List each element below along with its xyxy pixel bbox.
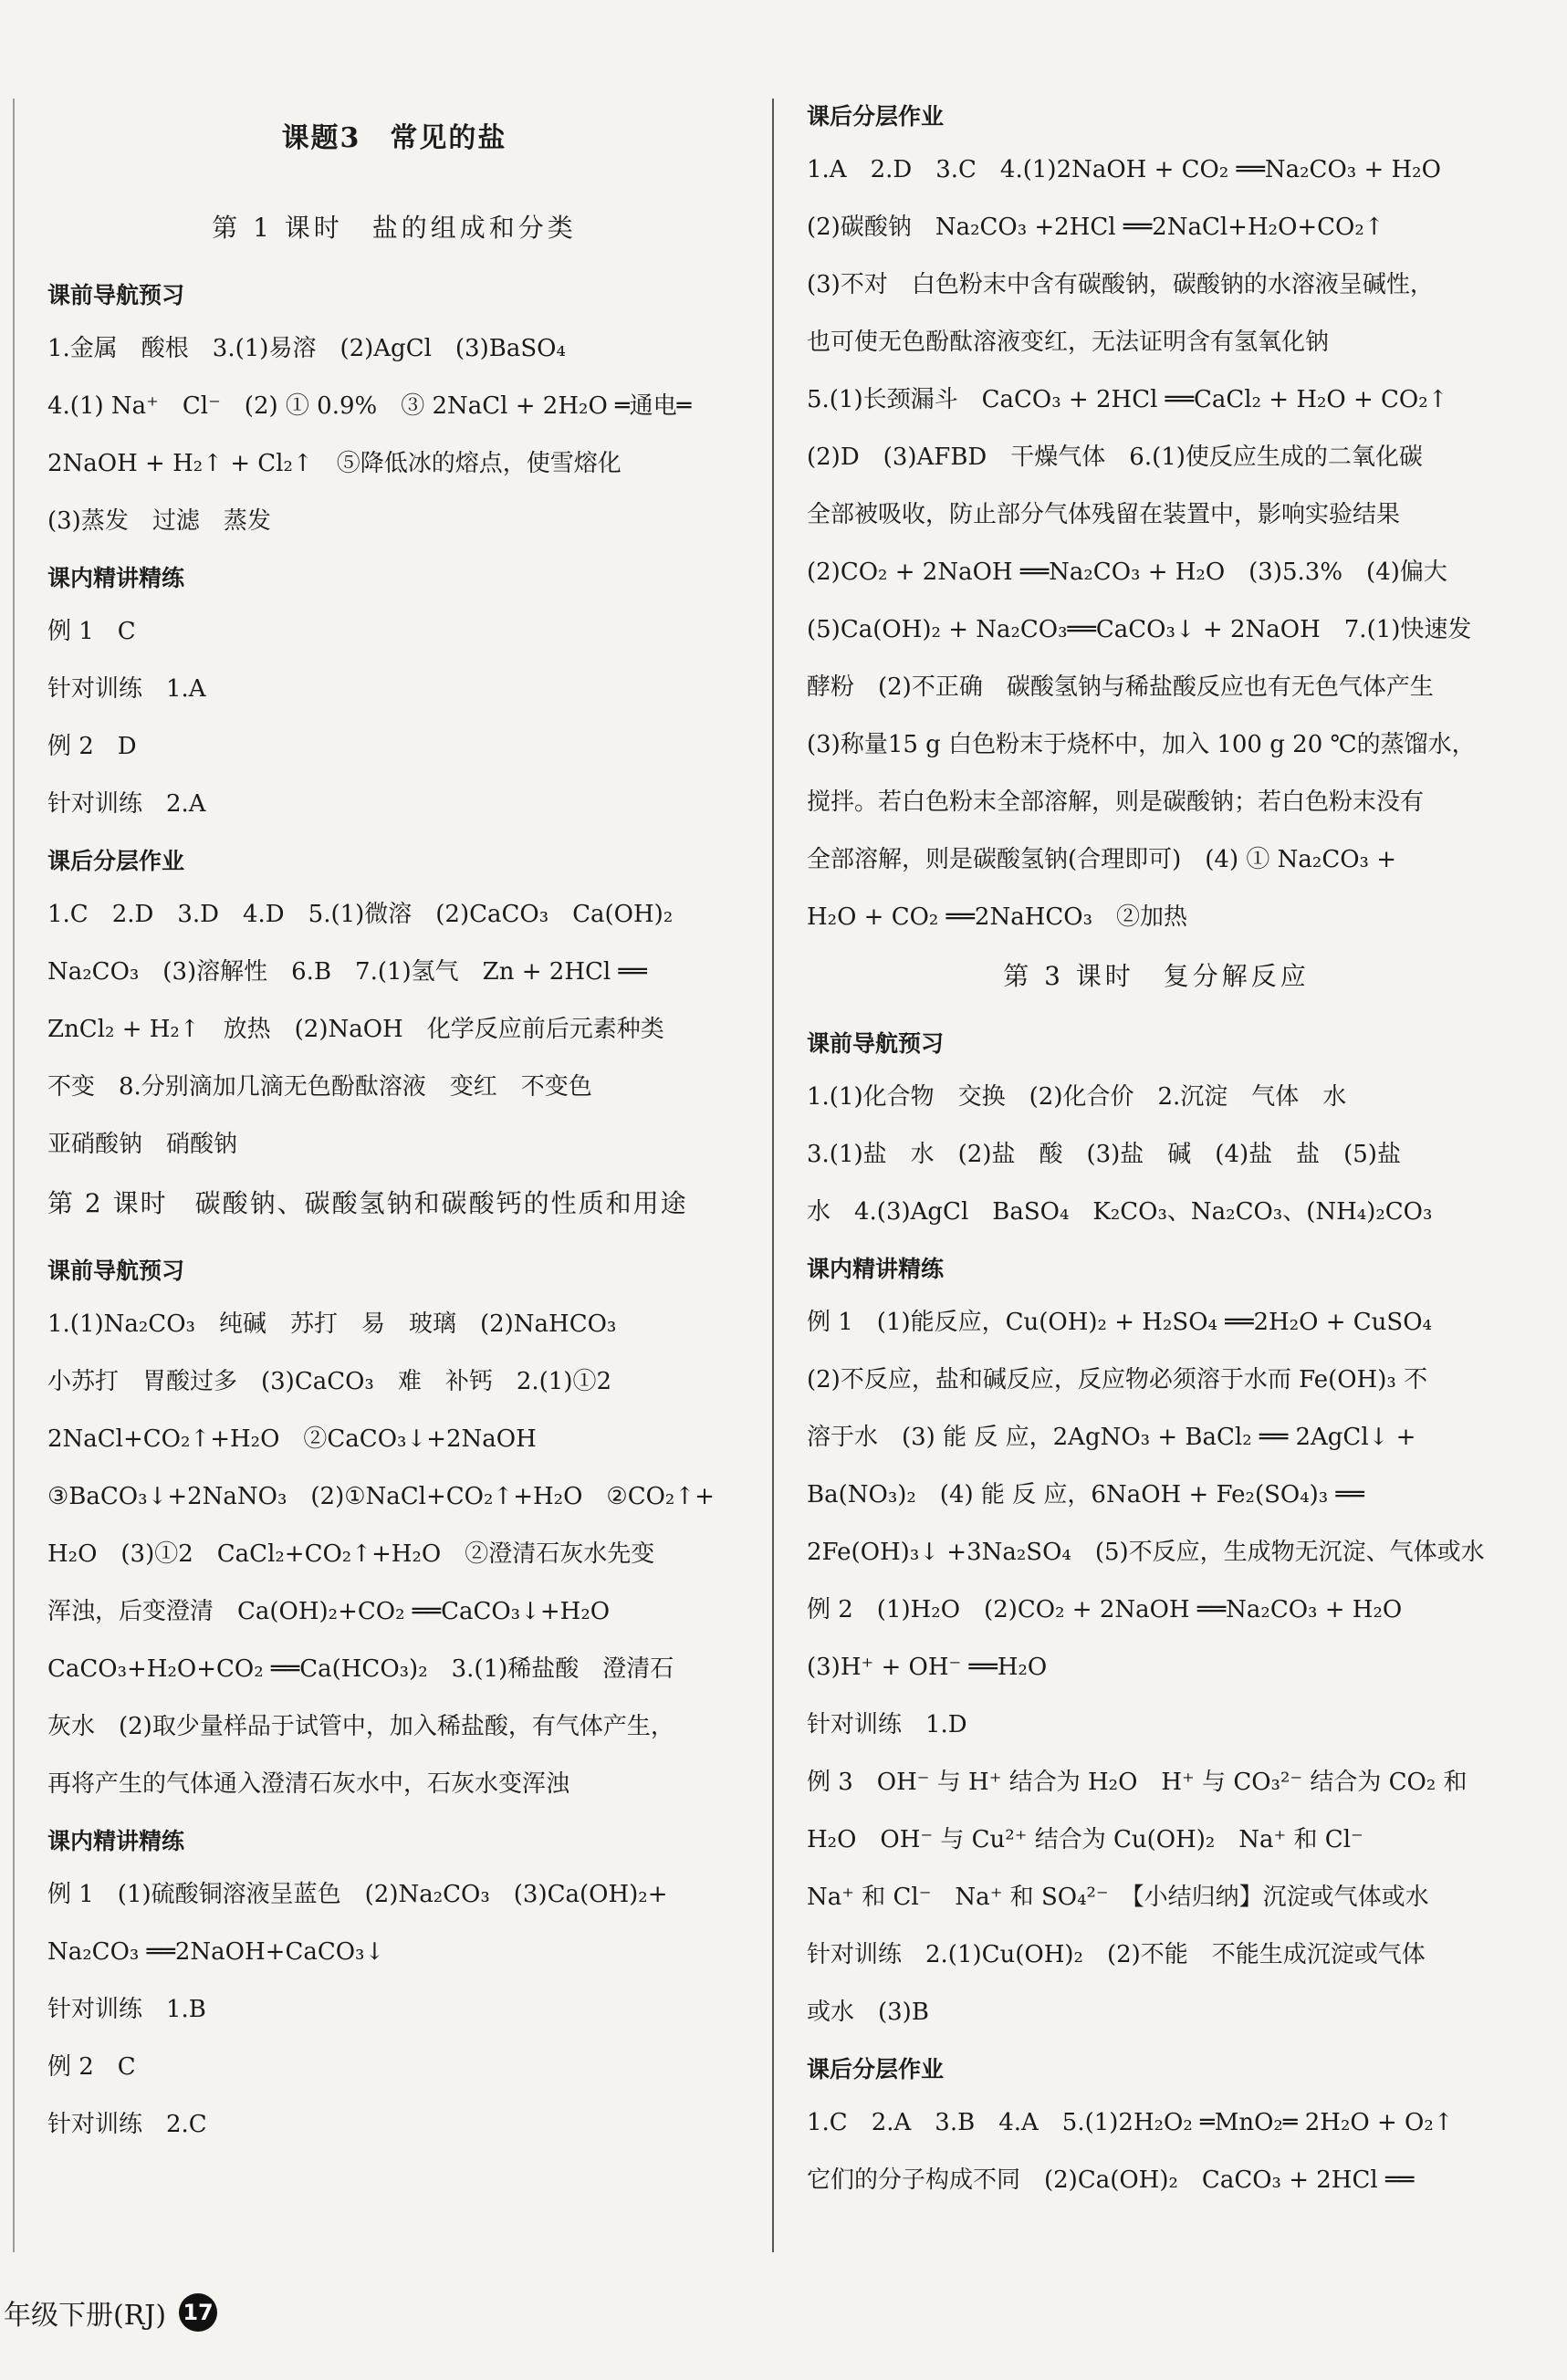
answer-line: 1.(1)化合物 交换 (2)化合价 2.沉淀 气体 水 [807,1083,1347,1111]
lesson2-class-heading: 课内精讲精练 [47,1828,185,1854]
left-column [47,100,741,2164]
answer-line: 溶于水 (3) 能 反 应，2AgNO₃ + BaCl₂ ══ 2AgCl↓ + [807,1424,1416,1451]
answer-line: 针对训练 2.C [47,2111,207,2138]
answer-line: Ba(NO₃)₂ (4) 能 反 应，6NaOH + Fe₂(SO₄)₃ ══ [807,1481,1364,1508]
answer-line: 针对训练 2.A [47,790,206,818]
answer-line: 搅拌。若白色粉末全部溶解，则是碳酸钠；若白色粉末没有 [807,788,1425,816]
answer-line: ③BaCO₃↓+2NaNO₃ (2)①NaCl+CO₂↑+H₂O ②CO₂↑+ [47,1483,715,1510]
lesson2-after-heading: 课后分层作业 [807,103,945,130]
answer-line: 针对训练 2.(1)Cu(OH)₂ (2)不能 不能生成沉淀或气体 [807,1941,1426,1968]
answer-line: 2Fe(OH)₃↓ +3Na₂SO₄ (5)不反应，生成物无沉淀、气体或水 [807,1539,1485,1566]
answer-line: (2)CO₂ + 2NaOH ══Na₂CO₃ + H₂O (3)5.3% (4)偏大 [807,558,1447,586]
answer-line: 灰水 (2)取少量样品于试管中，加入稀盐酸，有气体产生， [47,1713,674,1740]
answer-line: 1.(1)Na₂CO₃ 纯碱 苏打 易 玻璃 (2)NaHCO₃ [47,1310,617,1338]
answer-line: 例 1 (1)硫酸铜溶液呈蓝色 (2)Na₂CO₃ (3)Ca(OH)₂+ [47,1881,668,1908]
answer-line: 2NaOH + H₂↑ + Cl₂↑ ⑤降低冰的熔点，使雪熔化 [47,450,622,477]
answer-line: 1.C 2.A 3.B 4.A 5.(1)2H₂O₂ ═MnO₂═ 2H₂O + O₂↑ [807,2109,1454,2136]
answer-line: 4.(1) Na⁺ Cl⁻ (2) ① 0.9% ③ 2NaCl + 2H₂O ═通电═ [47,392,692,420]
answer-line: (3)蒸发 过滤 蒸发 [47,507,271,535]
answer-line: 1.C 2.D 3.D 4.D 5.(1)微溶 (2)CaCO₃ Ca(OH)₂ [47,901,674,928]
answer-line: 3.(1)盐 水 (2)盐 酸 (3)盐 碱 (4)盐 盐 (5)盐 [807,1141,1401,1168]
answer-line: 亚硝酸钠 硝酸钠 [47,1131,238,1158]
answer-line: 5.(1)长颈漏斗 CaCO₃ + 2HCl ══CaCl₂ + H₂O + CO₂↑ [807,386,1448,413]
answer-line: 例 3 OH⁻ 与 H⁺ 结合为 H₂O H⁺ 与 CO₃²⁻ 结合为 CO₂ 和 [807,1769,1468,1796]
answer-line: (5)Ca(OH)₂ + Na₂CO₃══CaCO₃↓ + 2NaOH 7.(1)快速发 [807,616,1472,643]
page-edge-line [13,99,15,2252]
answer-line: (3)称量15 g 白色粉末于烧杯中，加入 100 g 20 ℃的蒸馏水， [807,731,1476,758]
answer-line: 不变 8.分别滴加几滴无色酚酞溶液 变红 不变色 [47,1073,592,1101]
answer-line: 小苏打 胃酸过多 (3)CaCO₃ 难 补钙 2.(1)①2 [47,1368,612,1395]
answer-line: 全部溶解，则是碳酸氢钠(合理即可) (4) ① Na₂CO₃ + [807,846,1397,873]
answer-line: (3)不对 白色粉末中含有碳酸钠，碳酸钠的水溶液呈碱性， [807,271,1434,298]
page-number-badge: 17 [179,2293,217,2332]
answer-line: H₂O (3)①2 CaCl₂+CO₂↑+H₂O ②澄清石灰水先变 [47,1540,655,1568]
answer-line: H₂O OH⁻ 与 Cu²⁺ 结合为 Cu(OH)₂ Na⁺ 和 Cl⁻ [807,1826,1363,1853]
lesson3-after-heading: 课后分层作业 [807,2056,945,2082]
answer-line: 水 4.(3)AgCl BaSO₄ K₂CO₃、Na₂CO₃、(NH₄)₂CO₃ [807,1198,1433,1226]
answer-line: (2)碳酸钠 Na₂CO₃ +2HCl ══2NaCl+H₂O+CO₂↑ [807,214,1384,241]
answer-line: 例 2 (1)H₂O (2)CO₂ + 2NaOH ══Na₂CO₃ + H₂O [807,1596,1403,1623]
lesson1-after-heading: 课后分层作业 [47,848,185,874]
answer-line: (2)D (3)AFBD 干燥气体 6.(1)使反应生成的二氧化碳 [807,444,1423,471]
lesson3-class-heading: 课内精讲精练 [807,1256,945,1282]
answer-line: 或水 (3)B [807,1999,929,2026]
lesson2-subtitle: 第 2 课时 碳酸钠、碳酸氢钠和碳酸钙的性质和用途 [47,1188,688,1218]
right-column [807,88,1506,2219]
lesson1-class-heading: 课内精讲精练 [47,565,185,591]
answer-line: 2NaCl+CO₂↑+H₂O ②CaCO₃↓+2NaOH [47,1425,537,1453]
answer-line: 也可使无色酚酞溶液变红，无法证明含有氢氧化钠 [807,329,1330,356]
answer-line: (3)H⁺ + OH⁻ ══H₂O [807,1654,1048,1681]
answer-line: 它们的分子构成不同 (2)Ca(OH)₂ CaCO₃ + 2HCl ══ [807,2166,1415,2194]
lesson3-subtitle: 第 3 课时 复分解反应 [1003,961,1310,991]
answer-line: Na₂CO₃ ══2NaOH+CaCO₃↓ [47,1938,385,1966]
answer-line: 浑浊，后变澄清 Ca(OH)₂+CO₂ ══CaCO₃↓+H₂O [47,1598,611,1625]
footer-label: 年级下册(RJ) [4,2300,167,2332]
answer-line: 全部被吸收，防止部分气体残留在装置中，影响实验结果 [807,501,1401,528]
answer-line: 针对训练 1.B [47,1996,206,2023]
lesson2-preview-heading: 课前导航预习 [47,1258,185,1284]
answer-line: 1.A 2.D 3.C 4.(1)2NaOH + CO₂ ══Na₂CO₃ + H₂O [807,156,1441,183]
answer-line: 再将产生的气体通入澄清石灰水中，石灰水变浑浊 [47,1770,570,1798]
lesson1-subtitle: 第 1 课时 盐的组成和分类 [212,213,577,243]
column-divider [772,99,774,2252]
answer-line: 1.金属 酸根 3.(1)易溶 (2)AgCl (3)BaSO₄ [47,335,566,362]
topic-title: 课题3 常见的盐 [281,122,507,154]
lesson3-preview-heading: 课前导航预习 [807,1030,945,1057]
answer-line: Na⁺ 和 Cl⁻ Na⁺ 和 SO₄²⁻ 【小结归纳】沉淀或气体或水 [807,1884,1429,1911]
answer-line: (2)不反应，盐和碱反应，反应物必须溶于水而 Fe(OH)₃ 不 [807,1366,1428,1394]
page-footer [4,2292,217,2333]
answer-line: 针对训练 1.A [47,675,206,703]
answer-line: CaCO₃+H₂O+CO₂ ══Ca(HCO₃)₂ 3.(1)稀盐酸 澄清石 [47,1655,674,1683]
answer-line: 酵粉 (2)不正确 碳酸氢钠与稀盐酸反应也有无色气体产生 [807,673,1434,701]
answer-line: H₂O + CO₂ ══2NaHCO₃ ②加热 [807,903,1188,931]
answer-line: 针对训练 1.D [807,1711,967,1738]
answer-line: 例 1 C [47,618,136,645]
answer-line: 例 1 (1)能反应，Cu(OH)₂ + H₂SO₄ ══2H₂O + CuSO₄ [807,1309,1432,1336]
answer-line: 例 2 C [47,2053,136,2081]
answer-line: Na₂CO₃ (3)溶解性 6.B 7.(1)氢气 Zn + 2HCl ══ [47,958,647,986]
lesson1-preview-heading: 课前导航预习 [47,282,185,308]
answer-line: ZnCl₂ + H₂↑ 放热 (2)NaOH 化学反应前后元素种类 [47,1016,664,1043]
answer-line: 例 2 D [47,733,137,760]
